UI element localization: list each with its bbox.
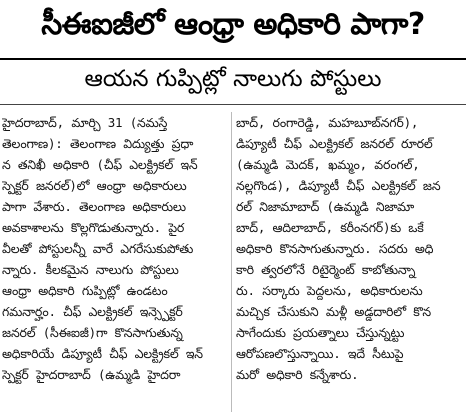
article-column-right: [236, 112, 462, 416]
text-line: నల్లగొండ), డిప్యూటీ చీఫ్ ఎలక్ట్రికల్ జన: [236, 178, 441, 193]
text-line: స్పెక్టర్ హైదరాబాద్ (ఉమ్మడి హైదరా: [2, 367, 181, 382]
text-line: మచ్చిక చేసుకుని మళ్లీ అడ్డదారిలో కొన: [236, 304, 431, 319]
text-line: కారి త్వరలోనే రిటైర్మెంట్ కాబోతున్నా: [236, 262, 416, 277]
subheadline-divider: [0, 104, 466, 105]
text-line: బాద్, ఆదిలాబాద్, కరీంనగర్)కు ఒకే: [236, 220, 424, 235]
text-line: తెలంగాణ): తెలంగాణ విద్యుత్తు ప్రధా: [2, 136, 194, 151]
text-line: న్నారు. కీలకమైన నాలుగు పోస్టులు: [2, 262, 179, 277]
text-line: పాగా వేశారు. తెలంగాణ అధికారులు: [2, 199, 186, 214]
article-column-left: [2, 112, 228, 416]
text-line: అధికారి కొనసాగుతున్నారు. సదరు అధి: [236, 241, 434, 256]
text-line: జనరల్ (సీఈఐజీ)గా కొనసాగుతున్న: [2, 325, 183, 340]
text-line: స్పెక్టర్ జనరల్)లో ఆంధ్రా అధికారులు: [2, 178, 187, 193]
text-line: సాగేందుకు ప్రయత్నాలు చేస్తున్నట్టు: [236, 325, 405, 340]
headline-divider: [0, 58, 466, 60]
text-line: అవకాశాలను కొల్లగొడుతున్నారు. పైర: [2, 220, 185, 235]
article-headline: సీఈఐజీలో ఆంధ్రా అధికారి పాగా?: [41, 7, 425, 42]
text-line: గమనార్హం. చీఫ్ ఎలక్ట్రికల్ ఇన్స్పెక్టర్: [2, 304, 183, 319]
text-line: రు. సర్కారు పెద్దలను, అధికారులను: [236, 283, 423, 298]
text-line: హైదరాబాద్, మార్చి 31 (నమస్తే: [2, 115, 168, 130]
text-line: ఆంధ్రా అధికారి గుప్పిట్లో ఉండటం: [2, 283, 168, 298]
text-line: డిప్యూటీ చీఫ్ ఎలక్ట్రికల్ జనరల్ రూరల్: [236, 136, 433, 151]
text-line: ఆరోపణలొస్తున్నాయి. ఇదే సీటుపై: [236, 346, 404, 361]
text-line: బాద్, రంగారెడ్డి, మహబూబ్‌నగర్),: [236, 115, 419, 130]
text-line: న తనిఖీ అధికారి (చీఫ్ ఎలక్ట్రికల్ ఇన్: [2, 157, 198, 172]
text-line: రల్ నిజామాబాద్ (ఉమ్మడి నిజామా: [236, 199, 414, 214]
text-line: (ఉమ్మడి మెదక్, ఖమ్మం, వరంగల్,: [236, 157, 420, 172]
article-subheadline: ఆయన గుప్పిట్లో నాలుగు పోస్టులు: [84, 66, 382, 92]
column-divider: [231, 112, 232, 412]
text-line: వీలతో పోస్టులన్నీ వారే ఎగరేసుకుపోతు: [2, 241, 194, 256]
text-line: మరో అధికారి కన్నేశారు.: [236, 367, 359, 382]
text-line: అధికారియే డిప్యూటీ చీఫ్ ఎలక్ట్రికల్ ఇన్: [2, 346, 203, 361]
